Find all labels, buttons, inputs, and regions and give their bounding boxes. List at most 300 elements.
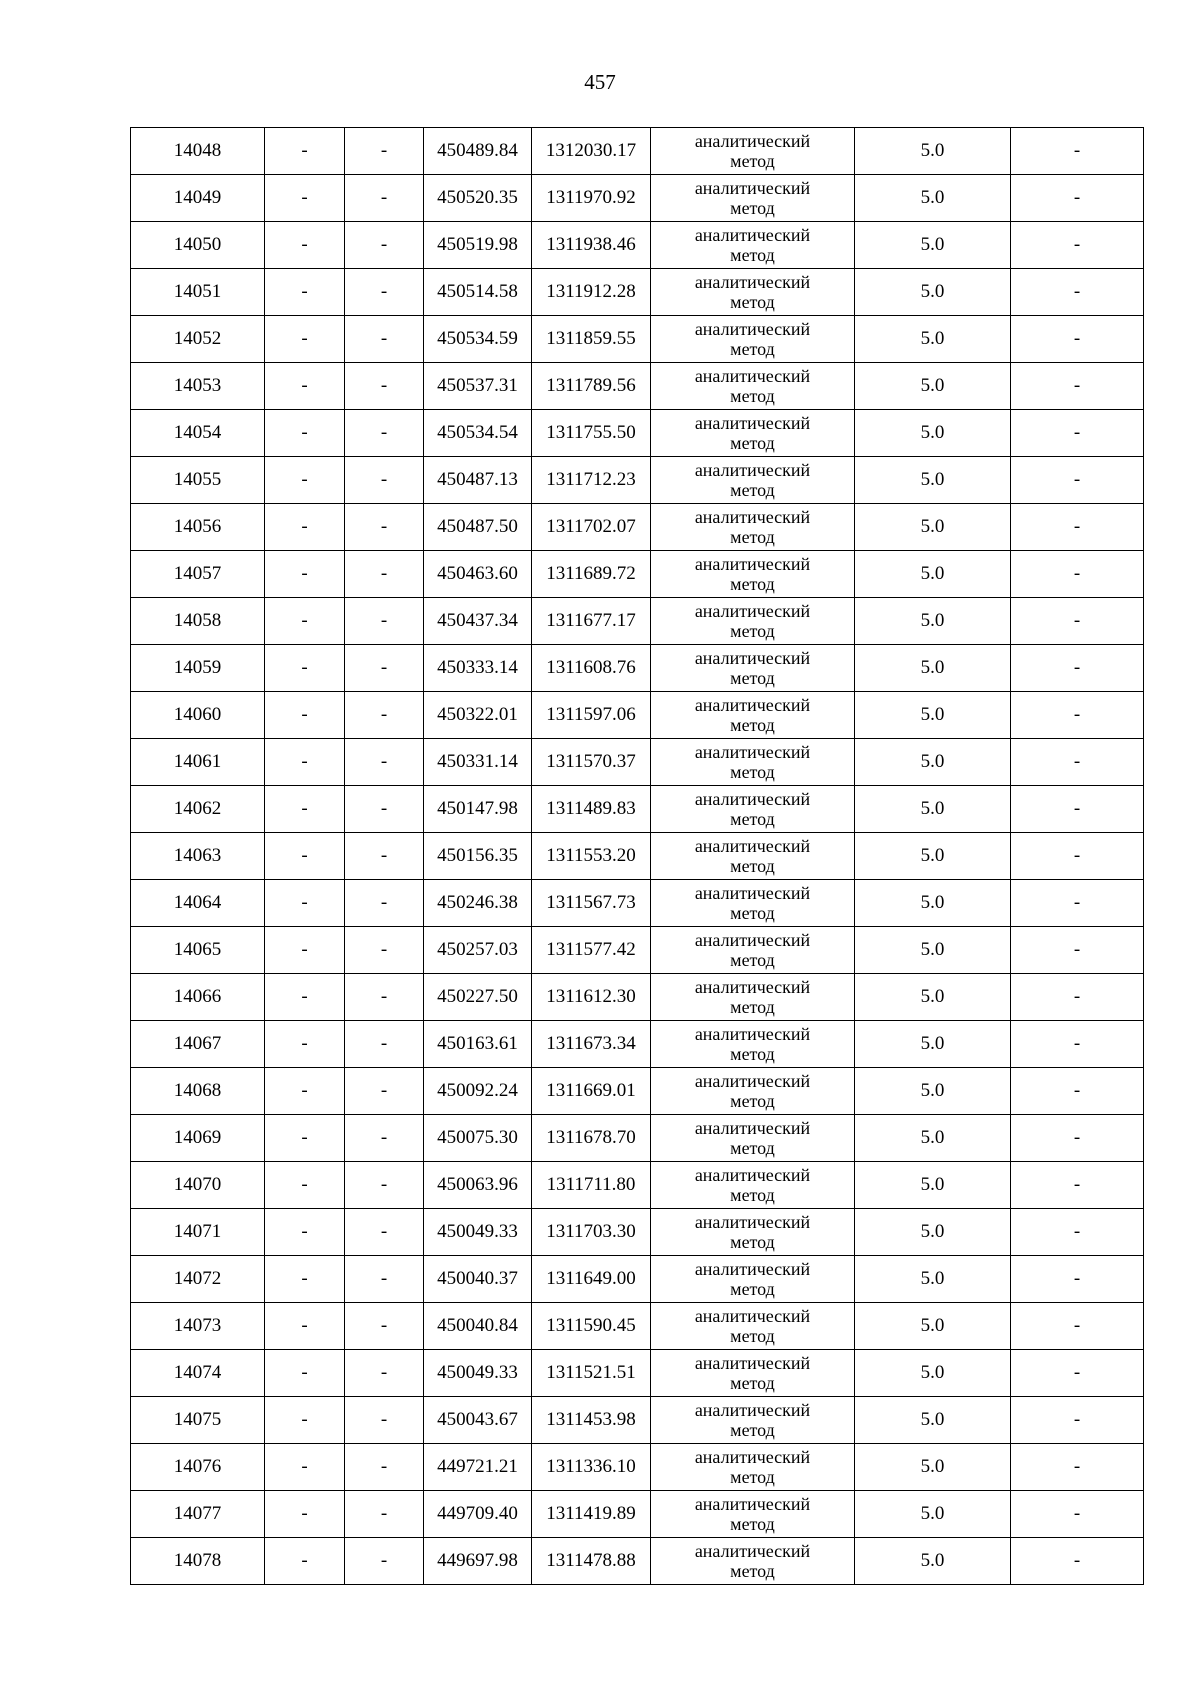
dash-cell-2: - xyxy=(345,786,424,833)
x-coordinate-cell: 450534.59 xyxy=(424,316,532,363)
dash-cell-3: - xyxy=(1011,833,1144,880)
dash-cell-1: - xyxy=(265,1068,345,1115)
x-coordinate-cell: 450257.03 xyxy=(424,927,532,974)
precision-cell: 5.0 xyxy=(855,222,1011,269)
dash-cell-3: - xyxy=(1011,598,1144,645)
precision-cell: 5.0 xyxy=(855,1068,1011,1115)
method-line-2: метод xyxy=(730,1279,775,1299)
y-coordinate-cell: 1311789.56 xyxy=(532,363,651,410)
dash-cell-2: - xyxy=(345,457,424,504)
method-cell xyxy=(651,222,855,269)
dash-cell-3: - xyxy=(1011,410,1144,457)
precision-cell: 5.0 xyxy=(855,786,1011,833)
method-line-2: метод xyxy=(730,1420,775,1440)
dash-cell-2: - xyxy=(345,1538,424,1585)
y-coordinate-cell: 1311711.80 xyxy=(532,1162,651,1209)
table-row xyxy=(131,410,1144,457)
dash-cell-2: - xyxy=(345,269,424,316)
dash-cell-1: - xyxy=(265,1397,345,1444)
dash-cell-3: - xyxy=(1011,927,1144,974)
method-line-2: метод xyxy=(730,715,775,735)
method-line-1: аналитический xyxy=(694,1165,811,1185)
y-coordinate-cell: 1311712.23 xyxy=(532,457,651,504)
point-number-cell: 14050 xyxy=(131,222,265,269)
precision-cell: 5.0 xyxy=(855,457,1011,504)
table-row xyxy=(131,222,1144,269)
point-number-cell: 14053 xyxy=(131,363,265,410)
point-number-cell: 14073 xyxy=(131,1303,265,1350)
method-line-2: метод xyxy=(730,762,775,782)
page-number: 457 xyxy=(584,70,616,94)
dash-cell-3: - xyxy=(1011,1350,1144,1397)
x-coordinate-cell: 450534.54 xyxy=(424,410,532,457)
precision-cell: 5.0 xyxy=(855,1538,1011,1585)
method-line-1: аналитический xyxy=(694,1494,811,1514)
method-line-1: аналитический xyxy=(694,1447,811,1467)
y-coordinate-cell: 1311703.30 xyxy=(532,1209,651,1256)
dash-cell-1: - xyxy=(265,833,345,880)
method-line-1: аналитический xyxy=(694,1071,811,1091)
y-coordinate-cell: 1311608.76 xyxy=(532,645,651,692)
method-cell xyxy=(651,175,855,222)
dash-cell-2: - xyxy=(345,175,424,222)
dash-cell-3: - xyxy=(1011,786,1144,833)
method-cell xyxy=(651,833,855,880)
x-coordinate-cell: 450333.14 xyxy=(424,645,532,692)
x-coordinate-cell: 450520.35 xyxy=(424,175,532,222)
x-coordinate-cell: 450537.31 xyxy=(424,363,532,410)
precision-cell: 5.0 xyxy=(855,1303,1011,1350)
table-row xyxy=(131,128,1144,175)
method-line-1: аналитический xyxy=(694,413,811,433)
method-cell xyxy=(651,974,855,1021)
y-coordinate-cell: 1311970.92 xyxy=(532,175,651,222)
point-number-cell: 14056 xyxy=(131,504,265,551)
method-line-1: аналитический xyxy=(694,272,811,292)
y-coordinate-cell: 1311678.70 xyxy=(532,1115,651,1162)
dash-cell-2: - xyxy=(345,1491,424,1538)
precision-cell: 5.0 xyxy=(855,175,1011,222)
dash-cell-3: - xyxy=(1011,692,1144,739)
dash-cell-2: - xyxy=(345,1444,424,1491)
table-row xyxy=(131,927,1144,974)
method-line-1: аналитический xyxy=(694,1541,811,1561)
method-line-1: аналитический xyxy=(694,1353,811,1373)
dash-cell-2: - xyxy=(345,410,424,457)
y-coordinate-cell: 1311489.83 xyxy=(532,786,651,833)
dash-cell-1: - xyxy=(265,1256,345,1303)
table-row xyxy=(131,1350,1144,1397)
point-number-cell: 14049 xyxy=(131,175,265,222)
x-coordinate-cell: 450322.01 xyxy=(424,692,532,739)
method-line-2: метод xyxy=(730,903,775,923)
precision-cell: 5.0 xyxy=(855,739,1011,786)
method-line-1: аналитический xyxy=(694,1306,811,1326)
method-line-1: аналитический xyxy=(694,1259,811,1279)
dash-cell-2: - xyxy=(345,1303,424,1350)
method-cell xyxy=(651,1115,855,1162)
point-number-cell: 14059 xyxy=(131,645,265,692)
table-row xyxy=(131,175,1144,222)
y-coordinate-cell: 1311912.28 xyxy=(532,269,651,316)
dash-cell-3: - xyxy=(1011,222,1144,269)
precision-cell: 5.0 xyxy=(855,1350,1011,1397)
precision-cell: 5.0 xyxy=(855,645,1011,692)
dash-cell-1: - xyxy=(265,739,345,786)
dash-cell-1: - xyxy=(265,974,345,1021)
point-number-cell: 14058 xyxy=(131,598,265,645)
method-cell xyxy=(651,1538,855,1585)
dash-cell-1: - xyxy=(265,1162,345,1209)
dash-cell-3: - xyxy=(1011,551,1144,598)
x-coordinate-cell: 450487.50 xyxy=(424,504,532,551)
x-coordinate-cell: 450147.98 xyxy=(424,786,532,833)
method-line-1: аналитический xyxy=(694,836,811,856)
x-coordinate-cell: 450043.67 xyxy=(424,1397,532,1444)
point-number-cell: 14069 xyxy=(131,1115,265,1162)
precision-cell: 5.0 xyxy=(855,833,1011,880)
y-coordinate-cell: 1311612.30 xyxy=(532,974,651,1021)
method-line-1: аналитический xyxy=(694,1024,811,1044)
dash-cell-2: - xyxy=(345,222,424,269)
x-coordinate-cell: 450163.61 xyxy=(424,1021,532,1068)
dash-cell-1: - xyxy=(265,551,345,598)
table-row xyxy=(131,504,1144,551)
x-coordinate-cell: 450156.35 xyxy=(424,833,532,880)
dash-cell-2: - xyxy=(345,739,424,786)
precision-cell: 5.0 xyxy=(855,410,1011,457)
method-cell xyxy=(651,739,855,786)
x-coordinate-cell: 450487.13 xyxy=(424,457,532,504)
precision-cell: 5.0 xyxy=(855,551,1011,598)
dash-cell-1: - xyxy=(265,1115,345,1162)
x-coordinate-cell: 450075.30 xyxy=(424,1115,532,1162)
method-line-2: метод xyxy=(730,1326,775,1346)
dash-cell-3: - xyxy=(1011,1397,1144,1444)
dash-cell-2: - xyxy=(345,833,424,880)
table-row xyxy=(131,457,1144,504)
x-coordinate-cell: 449709.40 xyxy=(424,1491,532,1538)
dash-cell-1: - xyxy=(265,457,345,504)
dash-cell-1: - xyxy=(265,645,345,692)
dash-cell-3: - xyxy=(1011,1162,1144,1209)
method-line-1: аналитический xyxy=(694,507,811,527)
point-number-cell: 14078 xyxy=(131,1538,265,1585)
y-coordinate-cell: 1311570.37 xyxy=(532,739,651,786)
x-coordinate-cell: 450040.84 xyxy=(424,1303,532,1350)
dash-cell-1: - xyxy=(265,1209,345,1256)
method-line-1: аналитический xyxy=(694,648,811,668)
table-row xyxy=(131,1256,1144,1303)
method-cell xyxy=(651,551,855,598)
method-cell xyxy=(651,645,855,692)
method-line-1: аналитический xyxy=(694,225,811,245)
y-coordinate-cell: 1311453.98 xyxy=(532,1397,651,1444)
point-number-cell: 14063 xyxy=(131,833,265,880)
method-line-2: метод xyxy=(730,433,775,453)
method-line-1: аналитический xyxy=(694,1400,811,1420)
dash-cell-1: - xyxy=(265,175,345,222)
dash-cell-1: - xyxy=(265,692,345,739)
x-coordinate-cell: 450246.38 xyxy=(424,880,532,927)
method-line-2: метод xyxy=(730,1091,775,1111)
table-row xyxy=(131,974,1144,1021)
method-line-2: метод xyxy=(730,1044,775,1064)
point-number-cell: 14065 xyxy=(131,927,265,974)
dash-cell-3: - xyxy=(1011,1021,1144,1068)
dash-cell-3: - xyxy=(1011,1303,1144,1350)
x-coordinate-cell: 450514.58 xyxy=(424,269,532,316)
dash-cell-2: - xyxy=(345,363,424,410)
precision-cell: 5.0 xyxy=(855,880,1011,927)
dash-cell-1: - xyxy=(265,1303,345,1350)
precision-cell: 5.0 xyxy=(855,1491,1011,1538)
x-coordinate-cell: 450463.60 xyxy=(424,551,532,598)
method-cell xyxy=(651,1350,855,1397)
dash-cell-3: - xyxy=(1011,269,1144,316)
dash-cell-2: - xyxy=(345,1350,424,1397)
method-cell xyxy=(651,927,855,974)
y-coordinate-cell: 1311478.88 xyxy=(532,1538,651,1585)
dash-cell-1: - xyxy=(265,316,345,363)
point-number-cell: 14068 xyxy=(131,1068,265,1115)
y-coordinate-cell: 1311938.46 xyxy=(532,222,651,269)
dash-cell-2: - xyxy=(345,598,424,645)
point-number-cell: 14057 xyxy=(131,551,265,598)
method-line-2: метод xyxy=(730,621,775,641)
table-row xyxy=(131,551,1144,598)
point-number-cell: 14077 xyxy=(131,1491,265,1538)
method-line-2: метод xyxy=(730,574,775,594)
x-coordinate-cell: 449697.98 xyxy=(424,1538,532,1585)
point-number-cell: 14061 xyxy=(131,739,265,786)
y-coordinate-cell: 1311553.20 xyxy=(532,833,651,880)
precision-cell: 5.0 xyxy=(855,128,1011,175)
y-coordinate-cell: 1312030.17 xyxy=(532,128,651,175)
point-number-cell: 14076 xyxy=(131,1444,265,1491)
table-row xyxy=(131,1444,1144,1491)
precision-cell: 5.0 xyxy=(855,1115,1011,1162)
method-line-2: метод xyxy=(730,1514,775,1534)
dash-cell-2: - xyxy=(345,128,424,175)
dash-cell-1: - xyxy=(265,128,345,175)
method-cell xyxy=(651,692,855,739)
table-row xyxy=(131,1115,1144,1162)
method-line-1: аналитический xyxy=(694,695,811,715)
method-line-2: метод xyxy=(730,1467,775,1487)
dash-cell-3: - xyxy=(1011,739,1144,786)
method-cell xyxy=(651,1491,855,1538)
dash-cell-1: - xyxy=(265,927,345,974)
method-line-2: метод xyxy=(730,997,775,1017)
dash-cell-3: - xyxy=(1011,1491,1144,1538)
method-line-1: аналитический xyxy=(694,131,811,151)
point-number-cell: 14052 xyxy=(131,316,265,363)
precision-cell: 5.0 xyxy=(855,363,1011,410)
table-row xyxy=(131,1162,1144,1209)
precision-cell: 5.0 xyxy=(855,692,1011,739)
dash-cell-2: - xyxy=(345,880,424,927)
table-row xyxy=(131,880,1144,927)
y-coordinate-cell: 1311419.89 xyxy=(532,1491,651,1538)
precision-cell: 5.0 xyxy=(855,1444,1011,1491)
precision-cell: 5.0 xyxy=(855,1162,1011,1209)
y-coordinate-cell: 1311755.50 xyxy=(532,410,651,457)
dash-cell-2: - xyxy=(345,1209,424,1256)
method-cell xyxy=(651,1444,855,1491)
point-number-cell: 14072 xyxy=(131,1256,265,1303)
precision-cell: 5.0 xyxy=(855,1021,1011,1068)
method-line-2: метод xyxy=(730,1373,775,1393)
method-cell xyxy=(651,880,855,927)
dash-cell-2: - xyxy=(345,927,424,974)
method-line-1: аналитический xyxy=(694,789,811,809)
table-row xyxy=(131,1021,1144,1068)
point-number-cell: 14051 xyxy=(131,269,265,316)
dash-cell-2: - xyxy=(345,551,424,598)
y-coordinate-cell: 1311677.17 xyxy=(532,598,651,645)
y-coordinate-cell: 1311567.73 xyxy=(532,880,651,927)
dash-cell-3: - xyxy=(1011,363,1144,410)
precision-cell: 5.0 xyxy=(855,974,1011,1021)
table-body xyxy=(131,128,1144,1585)
dash-cell-3: - xyxy=(1011,645,1144,692)
point-number-cell: 14070 xyxy=(131,1162,265,1209)
table-row xyxy=(131,269,1144,316)
dash-cell-1: - xyxy=(265,222,345,269)
method-cell xyxy=(651,504,855,551)
dash-cell-1: - xyxy=(265,1538,345,1585)
dash-cell-1: - xyxy=(265,598,345,645)
method-cell xyxy=(651,1068,855,1115)
table-row xyxy=(131,363,1144,410)
dash-cell-3: - xyxy=(1011,504,1144,551)
method-cell xyxy=(651,410,855,457)
point-number-cell: 14074 xyxy=(131,1350,265,1397)
table-row xyxy=(131,1209,1144,1256)
method-line-2: метод xyxy=(730,198,775,218)
point-number-cell: 14071 xyxy=(131,1209,265,1256)
point-number-cell: 14062 xyxy=(131,786,265,833)
method-line-1: аналитический xyxy=(694,366,811,386)
method-line-1: аналитический xyxy=(694,601,811,621)
dash-cell-1: - xyxy=(265,1350,345,1397)
method-cell xyxy=(651,1162,855,1209)
dash-cell-3: - xyxy=(1011,1538,1144,1585)
precision-cell: 5.0 xyxy=(855,927,1011,974)
dash-cell-2: - xyxy=(345,1068,424,1115)
table-row xyxy=(131,1068,1144,1115)
dash-cell-2: - xyxy=(345,1021,424,1068)
dash-cell-2: - xyxy=(345,1162,424,1209)
x-coordinate-cell: 450049.33 xyxy=(424,1209,532,1256)
dash-cell-1: - xyxy=(265,1444,345,1491)
dash-cell-3: - xyxy=(1011,1068,1144,1115)
method-line-2: метод xyxy=(730,1185,775,1205)
point-number-cell: 14075 xyxy=(131,1397,265,1444)
x-coordinate-cell: 449721.21 xyxy=(424,1444,532,1491)
dash-cell-1: - xyxy=(265,410,345,457)
method-cell xyxy=(651,1256,855,1303)
precision-cell: 5.0 xyxy=(855,598,1011,645)
point-number-cell: 14064 xyxy=(131,880,265,927)
dash-cell-3: - xyxy=(1011,1444,1144,1491)
point-number-cell: 14048 xyxy=(131,128,265,175)
y-coordinate-cell: 1311336.10 xyxy=(532,1444,651,1491)
x-coordinate-cell: 450049.33 xyxy=(424,1350,532,1397)
x-coordinate-cell: 450040.37 xyxy=(424,1256,532,1303)
method-line-2: метод xyxy=(730,527,775,547)
precision-cell: 5.0 xyxy=(855,316,1011,363)
dash-cell-3: - xyxy=(1011,1256,1144,1303)
table-row xyxy=(131,786,1144,833)
x-coordinate-cell: 450227.50 xyxy=(424,974,532,1021)
method-line-2: метод xyxy=(730,386,775,406)
method-line-2: метод xyxy=(730,1138,775,1158)
method-cell xyxy=(651,269,855,316)
dash-cell-2: - xyxy=(345,645,424,692)
precision-cell: 5.0 xyxy=(855,269,1011,316)
dash-cell-3: - xyxy=(1011,316,1144,363)
y-coordinate-cell: 1311859.55 xyxy=(532,316,651,363)
precision-cell: 5.0 xyxy=(855,1256,1011,1303)
x-coordinate-cell: 450063.96 xyxy=(424,1162,532,1209)
method-cell xyxy=(651,1021,855,1068)
method-line-2: метод xyxy=(730,245,775,265)
dash-cell-3: - xyxy=(1011,880,1144,927)
point-number-cell: 14054 xyxy=(131,410,265,457)
y-coordinate-cell: 1311590.45 xyxy=(532,1303,651,1350)
dash-cell-1: - xyxy=(265,1491,345,1538)
table-row xyxy=(131,833,1144,880)
y-coordinate-cell: 1311649.00 xyxy=(532,1256,651,1303)
x-coordinate-cell: 450437.34 xyxy=(424,598,532,645)
dash-cell-2: - xyxy=(345,692,424,739)
method-line-1: аналитический xyxy=(694,977,811,997)
dash-cell-3: - xyxy=(1011,457,1144,504)
method-line-2: метод xyxy=(730,950,775,970)
table-row xyxy=(131,1397,1144,1444)
point-number-cell: 14067 xyxy=(131,1021,265,1068)
method-cell xyxy=(651,457,855,504)
dash-cell-2: - xyxy=(345,974,424,1021)
method-line-2: метод xyxy=(730,1561,775,1581)
dash-cell-3: - xyxy=(1011,1115,1144,1162)
dash-cell-3: - xyxy=(1011,128,1144,175)
method-line-2: метод xyxy=(730,668,775,688)
y-coordinate-cell: 1311673.34 xyxy=(532,1021,651,1068)
method-cell xyxy=(651,1209,855,1256)
table-row xyxy=(131,645,1144,692)
method-cell xyxy=(651,1397,855,1444)
method-line-2: метод xyxy=(730,292,775,312)
method-cell xyxy=(651,598,855,645)
dash-cell-2: - xyxy=(345,504,424,551)
method-line-1: аналитический xyxy=(694,930,811,950)
dash-cell-3: - xyxy=(1011,1209,1144,1256)
coordinates-table xyxy=(130,127,1144,1585)
table-row xyxy=(131,1491,1144,1538)
precision-cell: 5.0 xyxy=(855,504,1011,551)
method-cell xyxy=(651,1303,855,1350)
method-line-1: аналитический xyxy=(694,178,811,198)
table-row xyxy=(131,739,1144,786)
method-line-1: аналитический xyxy=(694,1212,811,1232)
method-cell xyxy=(651,128,855,175)
method-line-2: метод xyxy=(730,480,775,500)
dash-cell-2: - xyxy=(345,316,424,363)
table-row xyxy=(131,1303,1144,1350)
